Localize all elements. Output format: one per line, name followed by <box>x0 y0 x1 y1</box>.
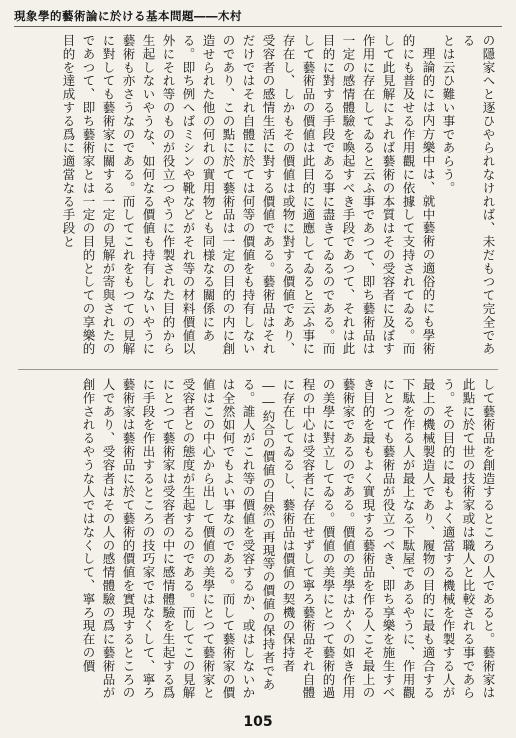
lower-text-block <box>18 378 498 704</box>
running-head: 現象學的藝術論に於ける基本問題――木村 <box>14 9 242 23</box>
upper-text-block <box>18 34 498 366</box>
block-divider <box>18 369 498 370</box>
paragraph-theory: 理論的には内方樂中は、就中藝術の適俗的にも學術的にも普及せる作用觀に依據して支持されてゐる。而して此見解によれば藝術の本質はその受容者に及ぼす作用に存在してゐると云ふ事であつて、即ち藝術品は一定の感情體驗を喚起すべき手段であつて、それは此目的に對する手段である事に盡きてゐるのである。而して藝術品の價値は此目的に適應してゐると云ふ事に存在し、しかもその價値は或物に對する價値であり、受容者の感情生活に對する價値である。藝術品はそれだけではそれ自體に於ては何等の價値をも持有しないのであり、この點に於て藝術品は一定の目的の内に創造せられた他の何れの實用物とも同様なる關係にある。即ち例へばミシンや靴などがそれ等の材料價値以外にそれ等のものが役立つやうに作製された目的から生起しないやうな、如何なる價値も持有しないやうに藝術も亦さうなのである。而してこれをもつての見解に對しても藝術家に關する一定の見解が寄與されたのであつて、即ち藝術家とは一定の目的としての享樂的目的を達成する爲に適當なる手段と <box>61 34 436 356</box>
paragraph-continued-end: とは云ひ難い事であらう。 <box>441 34 456 195</box>
header-rule <box>14 26 502 27</box>
paragraph-artist: して藝術品を創造するところの人であると。藝術家は此點に於て世の技術家或は職人と比較される事であらう。その目的に最もよく適當する機械を作製する人が最上の機械製造人であり、履物の目的に最も適合する下駄を作る人が最上なる下駄屋であるやうに、作用觀にとつても藝術品が役立つべき、即ち享樂を施生すべき目的を最もよく實現する藝術品を作る人こそ最上の藝術家であるのである。價値の美學はかくの如き作用の美學に對立してゐる。價値の美學にとつて藝術的過程の中心は受容者に存在せずして寧ろ藝術品それ自體に存在してゐるし、藝術品は價値の契機の保持者――約合の價値の自然の再現等の價値の保持者である。誰人がこれ等の價値を受容するか、或はしないかは全然如何でもよい事なのである。而して藝術家の價値はこの中心から出して價値の美學にとつて藝術家と受容者との態度が生起するのである。而してこの見解にとつて藝術家は受容者の中に感情體驗を生起する爲に手段を作出するところの技巧家ではなくして、寧ろ藝術家は藝術品に於て藝術的價値を實現するところの人であり、受容者はその人の感情體驗の爲に藝術品が創作されるやうな人ではなくして、寧ろ現在の價 <box>81 378 496 700</box>
page-number: 105 <box>243 714 273 730</box>
paragraph-continued: の隱家へと逐ひやられなければ、未だもつて完全である <box>461 34 496 356</box>
